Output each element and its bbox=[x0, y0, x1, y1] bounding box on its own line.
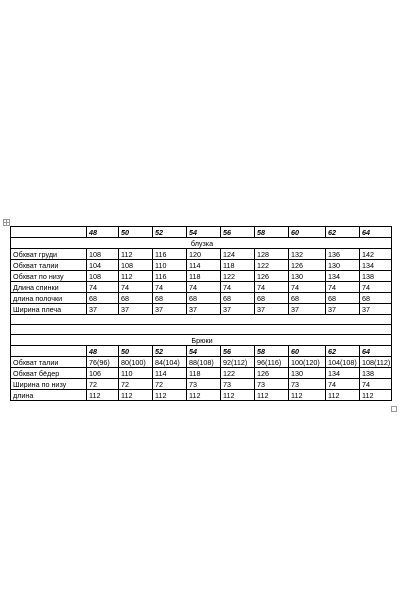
value-cell: 118 bbox=[187, 271, 221, 282]
value-cell: 122 bbox=[255, 260, 289, 271]
value-cell: 84(104) bbox=[153, 357, 187, 368]
value-cell: 108 bbox=[87, 271, 119, 282]
table-row bbox=[11, 368, 392, 379]
row-label: Ширина плеча bbox=[11, 304, 87, 315]
value-cell: 104 bbox=[87, 260, 119, 271]
value-cell: 118 bbox=[187, 368, 221, 379]
size-header-cell: 62 bbox=[326, 346, 360, 357]
value-cell: 122 bbox=[221, 271, 255, 282]
row-label: Обхват груди bbox=[11, 249, 87, 260]
value-cell: 96(116) bbox=[255, 357, 289, 368]
value-cell: 112 bbox=[221, 390, 255, 401]
value-cell: 37 bbox=[255, 304, 289, 315]
value-cell: 73 bbox=[221, 379, 255, 390]
value-cell: 74 bbox=[255, 282, 289, 293]
row-label: длина bbox=[11, 390, 87, 401]
table-row bbox=[11, 282, 392, 293]
size-header-cell: 52 bbox=[153, 227, 187, 238]
blank-cell bbox=[11, 325, 392, 335]
table-row bbox=[11, 390, 392, 401]
value-cell: 37 bbox=[326, 304, 360, 315]
value-cell: 104(108) bbox=[326, 357, 360, 368]
value-cell: 100(120) bbox=[289, 357, 326, 368]
value-cell: 73 bbox=[289, 379, 326, 390]
value-cell: 112 bbox=[119, 249, 153, 260]
value-cell: 92(112) bbox=[221, 357, 255, 368]
size-header-cell: 58 bbox=[255, 346, 289, 357]
value-cell: 112 bbox=[326, 390, 360, 401]
value-cell: 130 bbox=[289, 271, 326, 282]
size-header-cell: 56 bbox=[221, 227, 255, 238]
value-cell: 122 bbox=[221, 368, 255, 379]
value-cell: 134 bbox=[326, 368, 360, 379]
value-cell: 116 bbox=[153, 271, 187, 282]
table-row bbox=[11, 304, 392, 315]
value-cell: 124 bbox=[221, 249, 255, 260]
table-move-handle-icon[interactable] bbox=[3, 219, 10, 226]
size-chart-table bbox=[10, 226, 392, 401]
section-row-blouse bbox=[11, 238, 392, 249]
value-cell: 108 bbox=[87, 249, 119, 260]
value-cell: 114 bbox=[153, 368, 187, 379]
size-header-cell: 62 bbox=[326, 227, 360, 238]
value-cell: 74 bbox=[326, 282, 360, 293]
value-cell: 72 bbox=[87, 379, 119, 390]
value-cell: 134 bbox=[326, 271, 360, 282]
value-cell: 68 bbox=[187, 293, 221, 304]
value-cell: 130 bbox=[289, 368, 326, 379]
value-cell: 74 bbox=[119, 282, 153, 293]
value-cell: 120 bbox=[187, 249, 221, 260]
value-cell: 68 bbox=[360, 293, 392, 304]
table-row bbox=[11, 379, 392, 390]
value-cell: 112 bbox=[153, 390, 187, 401]
table-row bbox=[11, 293, 392, 304]
value-cell: 74 bbox=[187, 282, 221, 293]
value-cell: 68 bbox=[119, 293, 153, 304]
value-cell: 108(112) bbox=[360, 357, 392, 368]
size-header-cell: 64 bbox=[360, 227, 392, 238]
size-header-row bbox=[11, 227, 392, 238]
table-row bbox=[11, 260, 392, 271]
section-title-trousers: Брюки bbox=[11, 335, 392, 346]
value-cell: 74 bbox=[360, 282, 392, 293]
table-row bbox=[11, 271, 392, 282]
value-cell: 106 bbox=[87, 368, 119, 379]
value-cell: 37 bbox=[87, 304, 119, 315]
value-cell: 142 bbox=[360, 249, 392, 260]
row-label: длина полочки bbox=[11, 293, 87, 304]
size-header-cell: 50 bbox=[119, 346, 153, 357]
value-cell: 112 bbox=[187, 390, 221, 401]
size-header-cell: 48 bbox=[87, 346, 119, 357]
value-cell: 136 bbox=[326, 249, 360, 260]
value-cell: 112 bbox=[289, 390, 326, 401]
value-cell: 37 bbox=[119, 304, 153, 315]
value-cell: 76(96) bbox=[87, 357, 119, 368]
size-header-cell: 48 bbox=[87, 227, 119, 238]
header-blank-cell bbox=[11, 346, 87, 357]
value-cell: 68 bbox=[326, 293, 360, 304]
row-label: Обхват бёдер bbox=[11, 368, 87, 379]
value-cell: 108 bbox=[119, 260, 153, 271]
size-header-cell: 60 bbox=[289, 227, 326, 238]
value-cell: 126 bbox=[255, 368, 289, 379]
value-cell: 112 bbox=[360, 390, 392, 401]
size-header-cell: 60 bbox=[289, 346, 326, 357]
value-cell: 116 bbox=[153, 249, 187, 260]
value-cell: 37 bbox=[360, 304, 392, 315]
section-title-blouse: блузка bbox=[11, 238, 392, 249]
header-blank-cell bbox=[11, 227, 87, 238]
value-cell: 72 bbox=[119, 379, 153, 390]
size-header-cell: 56 bbox=[221, 346, 255, 357]
value-cell: 112 bbox=[255, 390, 289, 401]
value-cell: 112 bbox=[87, 390, 119, 401]
value-cell: 73 bbox=[255, 379, 289, 390]
table-resize-handle-icon[interactable] bbox=[391, 406, 397, 412]
size-header-cell: 54 bbox=[187, 227, 221, 238]
blank-cell bbox=[11, 315, 392, 325]
value-cell: 73 bbox=[187, 379, 221, 390]
size-header-cell: 58 bbox=[255, 227, 289, 238]
value-cell: 118 bbox=[221, 260, 255, 271]
value-cell: 68 bbox=[255, 293, 289, 304]
value-cell: 74 bbox=[360, 379, 392, 390]
table-row bbox=[11, 249, 392, 260]
value-cell: 114 bbox=[187, 260, 221, 271]
value-cell: 74 bbox=[289, 282, 326, 293]
table-row bbox=[11, 357, 392, 368]
value-cell: 37 bbox=[187, 304, 221, 315]
value-cell: 68 bbox=[221, 293, 255, 304]
row-label: Обхват талии bbox=[11, 357, 87, 368]
value-cell: 128 bbox=[255, 249, 289, 260]
value-cell: 130 bbox=[326, 260, 360, 271]
value-cell: 126 bbox=[255, 271, 289, 282]
value-cell: 110 bbox=[153, 260, 187, 271]
section-row-trousers bbox=[11, 335, 392, 346]
value-cell: 37 bbox=[153, 304, 187, 315]
value-cell: 72 bbox=[153, 379, 187, 390]
row-label: Длина спинки bbox=[11, 282, 87, 293]
row-label: Ширина по низу bbox=[11, 379, 87, 390]
size-header-cell: 52 bbox=[153, 346, 187, 357]
size-header-cell: 50 bbox=[119, 227, 153, 238]
value-cell: 138 bbox=[360, 271, 392, 282]
value-cell: 74 bbox=[326, 379, 360, 390]
value-cell: 126 bbox=[289, 260, 326, 271]
row-label: Обхват талии bbox=[11, 260, 87, 271]
value-cell: 74 bbox=[153, 282, 187, 293]
value-cell: 110 bbox=[119, 368, 153, 379]
value-cell: 88(108) bbox=[187, 357, 221, 368]
value-cell: 37 bbox=[221, 304, 255, 315]
value-cell: 68 bbox=[289, 293, 326, 304]
value-cell: 134 bbox=[360, 260, 392, 271]
size-header-cell: 64 bbox=[360, 346, 392, 357]
size-header-row bbox=[11, 346, 392, 357]
value-cell: 80(100) bbox=[119, 357, 153, 368]
value-cell: 112 bbox=[119, 390, 153, 401]
value-cell: 74 bbox=[221, 282, 255, 293]
value-cell: 68 bbox=[87, 293, 119, 304]
blank-row bbox=[11, 315, 392, 325]
value-cell: 74 bbox=[87, 282, 119, 293]
value-cell: 37 bbox=[289, 304, 326, 315]
row-label: Обхват по низу bbox=[11, 271, 87, 282]
value-cell: 68 bbox=[153, 293, 187, 304]
value-cell: 138 bbox=[360, 368, 392, 379]
blank-row bbox=[11, 325, 392, 335]
value-cell: 112 bbox=[119, 271, 153, 282]
size-header-cell: 54 bbox=[187, 346, 221, 357]
value-cell: 132 bbox=[289, 249, 326, 260]
